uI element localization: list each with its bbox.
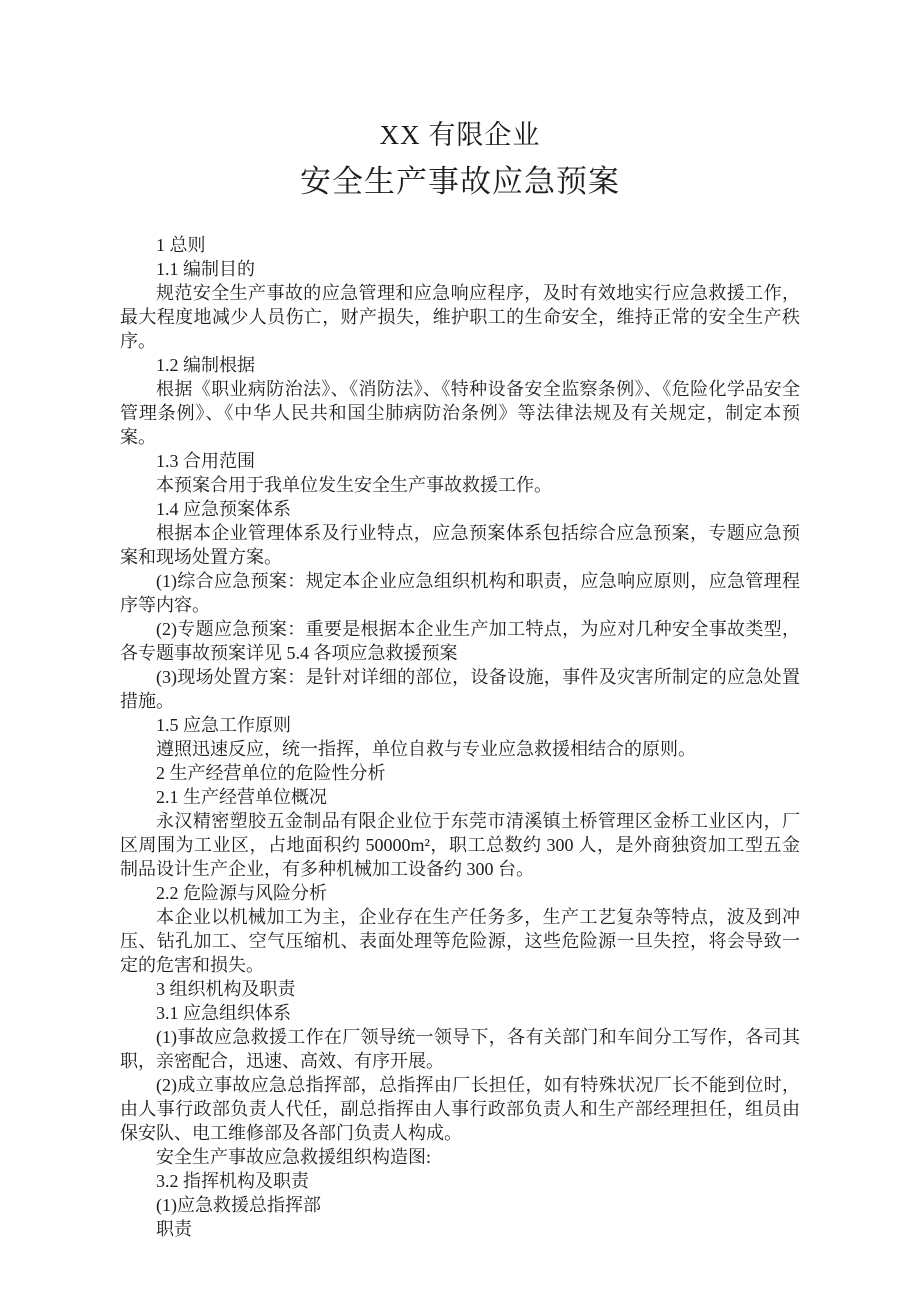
document-paragraph: (2)成立事故应急总指挥部，总指挥由厂长担任，如有特殊状况厂长不能到位时，由人事行政部负责人代任，副总指挥由人事行政部负责人和生产部经理担任，组员由保安队、电工维修部及各部门负责人构成。 [120,1075,800,1143]
document-paragraph: 1 总则 [156,235,206,255]
document-paragraph: (3)现场处置方案：是针对详细的部位，设备设施，事件及灾害所制定的应急处置措施。 [120,667,800,711]
document-paragraph: 3.2 指挥机构及职责 [156,1171,309,1191]
document-paragraph: 规范安全生产事故的应急管理和应急响应程序，及时有效地实行应急救援工作，最大程度地减少人员伤亡，财产损失，维护职工的生命安全，维持正常的安全生产秩序。 [120,283,800,351]
document-paragraph: 本企业以机械加工为主，企业存在生产任务多，生产工艺复杂等特点，波及到冲压、钻孔加工、空气压缩机、表面处理等危险源，这些危险源一旦失控，将会导致一定的危害和损失。 [120,907,800,975]
document-paragraph: (2)专题应急预案：重要是根据本企业生产加工特点，为应对几种安全事故类型，各专题事故预案详见 5.4 各项应急救援预案 [120,619,800,663]
document-paragraph: 根据本企业管理体系及行业特点，应急预案体系包括综合应急预案，专题应急预案和现场处置方案。 [120,523,800,567]
document-paragraph: 3 组织机构及职责 [156,979,296,999]
document-paragraph: 1.4 应急预案体系 [156,499,291,519]
document-paragraph: (1)事故应急救援工作在厂领导统一领导下，各有关部门和车间分工写作，各司其职，亲密配合，迅速、高效、有序开展。 [120,1027,800,1071]
document-paragraph: 安全生产事故应急救援组织构造图: [156,1147,431,1167]
document-paragraph: 2 生产经营单位的危险性分析 [156,763,386,783]
document-header [0,0,920,197]
document-title-company: XX 有限企业 [379,120,541,150]
document-paragraph: 1.2 编制根据 [156,355,255,375]
document-paragraph: 职责 [156,1219,192,1239]
document-paragraph: 永汉精密塑胶五金制品有限企业位于东莞市清溪镇土桥管理区金桥工业区内，厂区周围为工业区，占地面积约 50000m²，职工总数约 300 人，是外商独资加工型五金制品设计生产企业，有多种机械加工设备约 300 台。 [120,811,800,879]
document-paragraph: 3.1 应急组织体系 [156,1003,291,1023]
document-paragraph: 根据《职业病防治法》、《消防法》、《特种设备安全监察条例》、《危险化学品安全管理条例》、《中华人民共和国尘肺病防治条例》等法律法规及有关规定，制定本预案。 [120,379,800,447]
document-paragraph: (1)综合应急预案：规定本企业应急组织机构和职责，应急响应原则，应急管理程序等内容。 [120,571,800,615]
document-title-plan: 安全生产事故应急预案 [300,164,620,199]
document-paragraph: 1.3 合用范围 [156,451,255,471]
document-paragraph: 1.5 应急工作原则 [156,715,291,735]
document-paragraph: 2.1 生产经营单位概况 [156,787,327,807]
document-paragraph: 本预案合用于我单位发生安全生产事故救援工作。 [156,475,552,495]
document-paragraph: (1)应急救援总指挥部 [156,1195,321,1215]
document-body [0,233,920,1241]
document-paragraph: 1.1 编制目的 [156,259,255,279]
document-paragraph: 遵照迅速反应，统一指挥，单位自救与专业应急救援相结合的原则。 [156,739,696,759]
document-paragraph: 2.2 危险源与风险分析 [156,883,327,903]
